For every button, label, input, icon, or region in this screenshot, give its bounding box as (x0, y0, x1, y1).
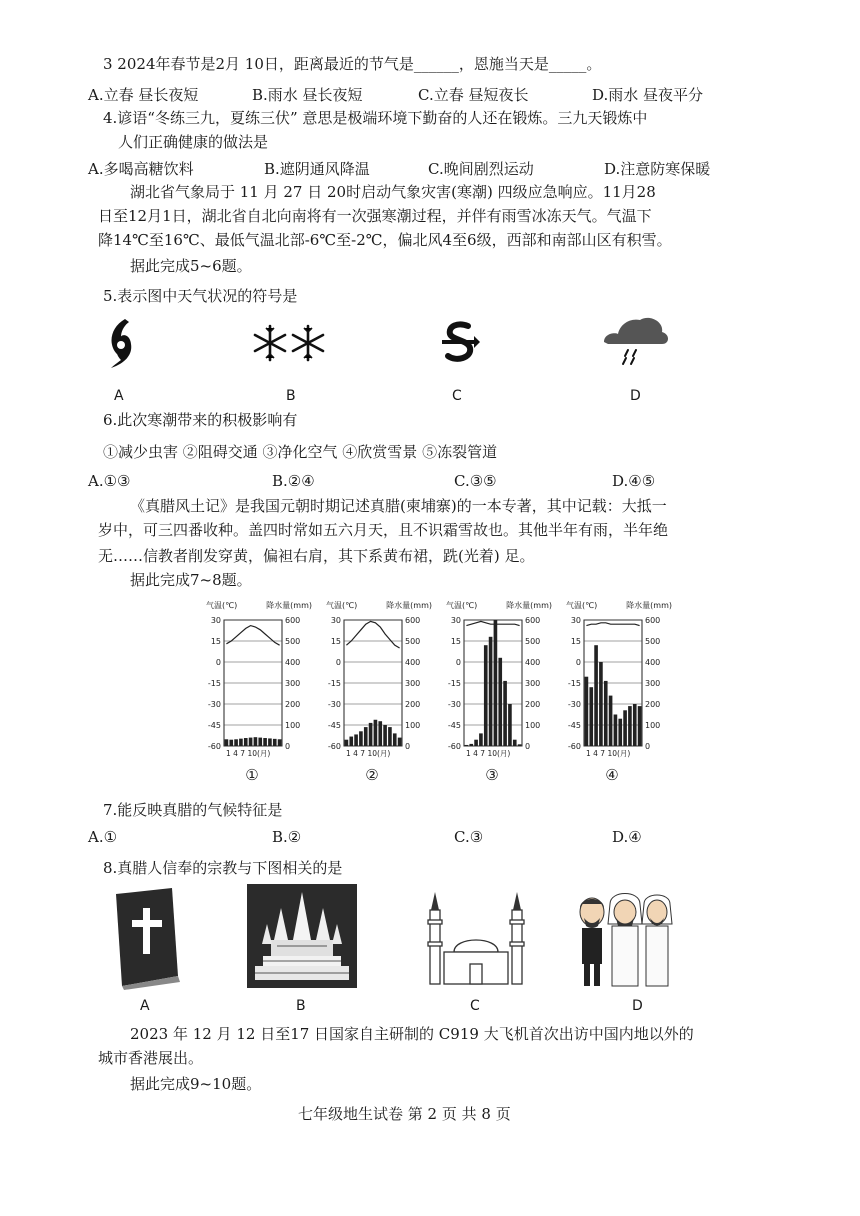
q5-label-a: A (114, 388, 124, 404)
precip-bar (503, 681, 507, 746)
temp-tick-label: 15 (570, 637, 581, 646)
q3-option-c: C.立春 昼短夜长 (418, 86, 529, 104)
temp-tick-label: -60 (567, 742, 581, 751)
precip-bar (484, 645, 488, 746)
precip-bar (585, 677, 589, 746)
precip-bar (239, 739, 243, 746)
precip-tick-label: 100 (525, 721, 541, 730)
precip-bar (258, 738, 262, 746)
month-tick-labels: 1 4 7 10(月) (466, 749, 511, 758)
precip-bar (354, 734, 358, 746)
temp-tick-label: 30 (210, 616, 221, 625)
chart-caption: ③ (485, 766, 499, 784)
precip-tick-label: 200 (525, 700, 541, 709)
passage2-line4: 据此完成7~8题。 (130, 571, 252, 589)
q8-label-b: B (296, 998, 306, 1014)
q6-stem: 6.此次寒潮带来的积极影响有 (103, 411, 298, 429)
precip-tick-label: 500 (525, 637, 541, 646)
temp-tick-label: -15 (327, 679, 341, 688)
precip-bar (614, 715, 618, 747)
q5-label-c: C (452, 388, 462, 404)
q3-option-d: D.雨水 昼夜平分 (592, 86, 704, 104)
precip-tick-label: 300 (645, 679, 661, 688)
temp-tick-label: -15 (207, 679, 221, 688)
precip-tick-label: 0 (405, 742, 411, 751)
precip-bar (498, 658, 502, 746)
precip-bar (388, 727, 392, 746)
temp-tick-label: 0 (455, 658, 461, 667)
q7-option-d: D.④ (612, 828, 642, 846)
precip-bar (508, 704, 512, 746)
precip-tick-label: 200 (285, 700, 301, 709)
precip-bar (278, 739, 282, 746)
precip-bar (518, 744, 522, 746)
precip-bar (618, 719, 622, 746)
precip-tick-label: 600 (525, 616, 541, 625)
temp-axis-label: 气温(℃) (206, 601, 238, 610)
q4-option-a: A.多喝高糖饮料 (88, 160, 194, 178)
precip-tick-label: 400 (285, 658, 301, 667)
precip-bar (638, 706, 642, 746)
precip-bar (469, 744, 473, 746)
q8-label-d: D (632, 998, 643, 1014)
precip-bar (479, 733, 483, 746)
q6-option-c: C.③⑤ (454, 472, 497, 490)
passage2-line3: 无……信教者削发穿黄，偏袒右肩，其下系黄布裙，跣(光着) 足。 (98, 547, 535, 565)
mosque-icon (420, 880, 532, 990)
q6-option-d: D.④⑤ (612, 472, 656, 490)
precip-tick-label: 100 (405, 721, 421, 730)
precip-bar (364, 727, 368, 746)
light-rain-symbol-icon (600, 310, 672, 368)
precip-bar (369, 723, 373, 746)
q3-option-b: B.雨水 昼长夜短 (252, 86, 363, 104)
precip-bar (249, 738, 253, 746)
precip-bar (349, 737, 353, 746)
passage1-line2: 日至12月1日，湖北省自北向南将有一次强寒潮过程，并伴有雨雪冰冻天气。气温下 (98, 207, 652, 225)
temp-tick-label: -45 (447, 721, 461, 730)
precip-bar (359, 731, 363, 746)
angkor-wat-temple-icon (247, 884, 357, 988)
precip-bar (229, 740, 233, 746)
month-tick-labels: 1 4 7 10(月) (226, 749, 271, 758)
precip-tick-label: 500 (645, 637, 661, 646)
temp-tick-label: 30 (450, 616, 461, 625)
temp-tick-label: 15 (210, 637, 221, 646)
q3-option-a: A.立春 昼长夜短 (88, 86, 199, 104)
precip-tick-label: 600 (285, 616, 301, 625)
temp-tick-label: 30 (330, 616, 341, 625)
passage2-line2: 岁中，可三四番收种。盖四时常如五六月天，且不识霜雪故也。其他半年有雨，半年绝 (98, 521, 669, 539)
temp-tick-label: 15 (450, 637, 461, 646)
q7-stem: 7.能反映真腊的气候特征是 (103, 801, 283, 819)
tropical-cyclone-symbol-icon (105, 316, 135, 370)
precip-axis-label: 降水量(mm) (386, 601, 432, 610)
q3-stem: 3 2024年春节是2月 10日，距离最近的节气是______，恩施当天是_____。 (103, 55, 602, 73)
temp-line (346, 621, 399, 648)
q8-stem: 8.真腊人信奉的宗教与下图相关的是 (103, 859, 343, 877)
temp-tick-label: -45 (207, 721, 221, 730)
precip-bar (494, 620, 498, 746)
temp-tick-label: -15 (567, 679, 581, 688)
q6-items: ①减少虫害 ②阻碍交通 ③净化空气 ④欣赏雪景 ⑤冻裂管道 (103, 443, 498, 461)
precip-bar (474, 740, 478, 746)
chart-caption: ① (245, 766, 259, 784)
temp-tick-label: 30 (570, 616, 581, 625)
precip-bar (273, 739, 277, 746)
precip-tick-label: 400 (405, 658, 421, 667)
precip-bar (623, 710, 627, 746)
temp-axis-label: 气温(℃) (326, 601, 358, 610)
precip-bar (589, 687, 593, 746)
precip-bar (604, 681, 608, 746)
q5-label-d: D (630, 388, 641, 404)
climate-charts-panel (200, 596, 680, 796)
precip-tick-label: 200 (405, 700, 421, 709)
precip-bar (345, 740, 349, 746)
precip-bar (374, 720, 378, 746)
q7-option-b: B.② (272, 828, 302, 846)
q7-option-a: A.① (88, 828, 118, 846)
passage3-line2: 城市香港展出。 (98, 1049, 204, 1067)
precip-tick-label: 400 (645, 658, 661, 667)
precip-bar (489, 637, 493, 746)
passage3-line3: 据此完成9~10题。 (130, 1075, 262, 1093)
temp-line (466, 621, 519, 625)
temp-tick-label: -30 (447, 700, 461, 709)
precip-bar (234, 739, 238, 746)
snow-symbol-icon (252, 322, 328, 364)
month-tick-labels: 1 4 7 10(月) (586, 749, 631, 758)
precip-tick-label: 100 (645, 721, 661, 730)
temp-axis-label: 气温(℃) (446, 601, 478, 610)
precip-bar (609, 696, 613, 746)
passage2-line1: 《真腊风土记》是我国元朝时期记述真腊(柬埔寨)的一本专著，其中记载：大抵一 (130, 497, 667, 515)
precip-axis-label: 降水量(mm) (506, 601, 552, 610)
climate-charts-svg (200, 596, 680, 796)
precip-bar (398, 738, 402, 746)
temp-line (226, 626, 279, 646)
precip-bar (225, 739, 229, 746)
q4-stem-line1: 4.谚语“冬练三九，夏练三伏” 意思是极端环境下勤奋的人还在锻炼。三九天锻炼中 (103, 109, 648, 127)
precip-bar (633, 704, 637, 746)
precip-tick-label: 0 (285, 742, 291, 751)
temp-tick-label: -15 (447, 679, 461, 688)
chart-caption: ② (365, 766, 379, 784)
bible-cross-icon (112, 886, 184, 990)
q6-option-a: A.①③ (88, 472, 131, 490)
precip-bar (383, 725, 387, 746)
precip-axis-label: 降水量(mm) (626, 601, 672, 610)
q4-option-c: C.晚间剧烈运动 (428, 160, 534, 178)
precip-bar (263, 738, 267, 746)
q4-option-b: B.遮阴通风降温 (264, 160, 370, 178)
temp-tick-label: -30 (207, 700, 221, 709)
precip-bar (393, 733, 397, 746)
precip-tick-label: 100 (285, 721, 301, 730)
passage1-line4: 据此完成5~6题。 (130, 257, 252, 275)
temp-tick-label: -60 (327, 742, 341, 751)
temp-tick-label: -45 (327, 721, 341, 730)
people-figures-icon (574, 890, 674, 990)
q8-label-a: A (140, 998, 150, 1014)
month-tick-labels: 1 4 7 10(月) (346, 749, 391, 758)
precip-bar (268, 738, 272, 746)
precip-tick-label: 200 (645, 700, 661, 709)
passage1-line3: 降14℃至16℃、最低气温北部-6℃至-2℃，偏北风4至6级，西部和南部山区有积雪。 (98, 231, 672, 249)
precip-tick-label: 300 (525, 679, 541, 688)
q5-label-b: B (286, 388, 296, 404)
temp-tick-label: -60 (447, 742, 461, 751)
precip-bar (599, 662, 603, 746)
sandstorm-symbol-icon (440, 320, 480, 366)
precip-tick-label: 500 (405, 637, 421, 646)
temp-tick-label: 0 (215, 658, 221, 667)
temp-tick-label: -30 (327, 700, 341, 709)
precip-bar (628, 706, 632, 746)
q4-option-d: D.注意防寒保暖 (604, 160, 711, 178)
temp-tick-label: 0 (335, 658, 341, 667)
q6-option-b: B.②④ (272, 472, 315, 490)
passage1-line1: 湖北省气象局于 11 月 27 日 20时启动气象灾害(寒潮) 四级应急响应。11月28 (130, 183, 656, 201)
q7-option-c: C.③ (454, 828, 484, 846)
q4-stem-line2: 人们正确健康的做法是 (118, 133, 269, 151)
precip-tick-label: 0 (525, 742, 531, 751)
precip-axis-label: 降水量(mm) (266, 601, 312, 610)
precip-bar (594, 645, 598, 746)
precip-bar (254, 737, 258, 746)
passage3-line1: 2023 年 12 月 12 日至17 日国家自主研制的 C919 大飞机首次出访中国内地以外的 (130, 1025, 694, 1043)
temp-line (586, 623, 639, 626)
q5-stem: 5.表示图中天气状况的符号是 (103, 287, 298, 305)
temp-tick-label: 15 (330, 637, 341, 646)
chart-caption: ④ (605, 766, 619, 784)
page-footer: 七年级地生试卷 第 2 页 共 8 页 (298, 1105, 511, 1123)
precip-tick-label: 0 (645, 742, 651, 751)
q8-label-c: C (470, 998, 480, 1014)
temp-tick-label: -45 (567, 721, 581, 730)
temp-tick-label: -60 (207, 742, 221, 751)
precip-tick-label: 500 (285, 637, 301, 646)
temp-axis-label: 气温(℃) (566, 601, 598, 610)
precip-bar (244, 738, 248, 746)
precip-tick-label: 600 (405, 616, 421, 625)
precip-tick-label: 600 (645, 616, 661, 625)
temp-tick-label: 0 (575, 658, 581, 667)
precip-tick-label: 300 (285, 679, 301, 688)
precip-tick-label: 400 (525, 658, 541, 667)
precip-bar (513, 740, 517, 746)
precip-bar (378, 721, 382, 746)
precip-tick-label: 300 (405, 679, 421, 688)
precip-bar (465, 745, 469, 746)
temp-tick-label: -30 (567, 700, 581, 709)
